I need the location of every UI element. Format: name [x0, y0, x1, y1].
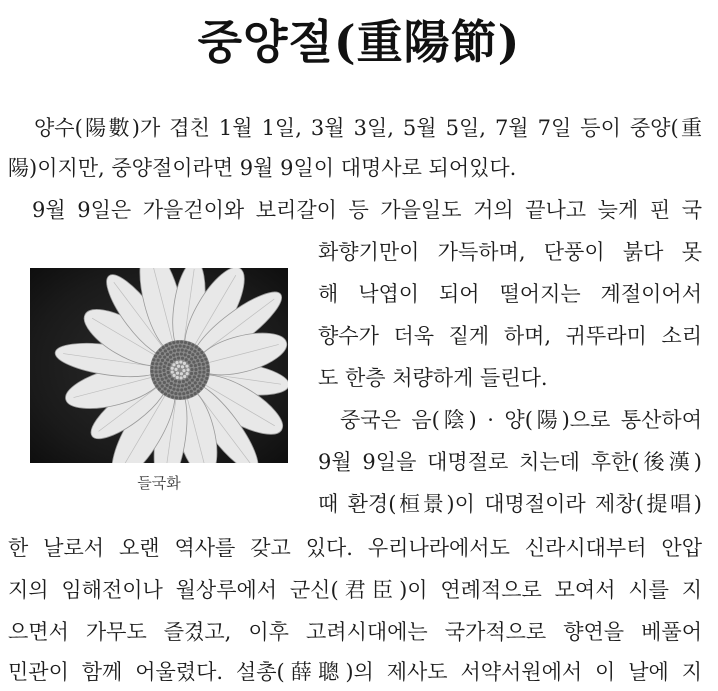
floret-dot — [190, 347, 193, 350]
floret-dot — [163, 356, 166, 359]
floret-dot — [193, 387, 196, 390]
floret-dot — [156, 359, 159, 362]
floret-dot — [202, 354, 205, 357]
floret-dot — [182, 392, 185, 395]
floret-dot — [190, 390, 193, 393]
floret-dot — [161, 385, 164, 388]
floret-dot — [190, 357, 193, 360]
floret-dot — [161, 378, 164, 381]
floret-dot — [161, 359, 164, 362]
floret-dot — [181, 357, 184, 360]
floret-dot — [166, 358, 169, 361]
floret-dot — [193, 375, 196, 378]
floret-dot — [164, 387, 167, 390]
floret-dot — [188, 375, 191, 378]
floret-dot — [186, 372, 189, 375]
floret-dot — [195, 346, 198, 349]
floret-dot — [161, 352, 164, 355]
floret-dot — [180, 388, 183, 391]
text-line: 지의 임해전이나 월상루에서 군신(君臣)이 연례적으로 모여서 시를 지 — [8, 578, 702, 602]
floret-dot — [158, 387, 161, 390]
floret-dot — [188, 342, 191, 345]
floret-dot — [175, 361, 178, 364]
floret-dot — [186, 391, 189, 394]
floret-dot — [174, 380, 177, 383]
floret-dot — [184, 349, 187, 352]
text-line: 민관이 함께 어울렸다. 설총(薛聰)의 제사도 서약서원에서 이 날에 지 — [8, 660, 702, 684]
floret-dot — [196, 352, 199, 355]
floret-dot — [196, 385, 199, 388]
floret-dot — [168, 363, 171, 366]
floret-dot — [205, 361, 208, 364]
floret-dot — [169, 356, 172, 359]
floret-dot — [164, 349, 167, 352]
floret-dot — [190, 372, 193, 375]
floret-dot — [171, 370, 174, 373]
floret-dot — [151, 374, 154, 377]
floret-dot — [177, 356, 180, 359]
floret-dot — [204, 380, 207, 383]
floret-dot — [200, 378, 203, 381]
floret-dot — [202, 363, 205, 366]
floret-dot — [174, 392, 177, 395]
floret-dot — [206, 365, 209, 368]
floret-dot — [177, 365, 180, 368]
daisy-photo — [30, 268, 288, 463]
floret-dot — [164, 361, 167, 364]
floret-dot — [185, 358, 188, 361]
text-line: 양수(陽數)가 겹친 1월 1일, 3월 3일, 5월 5일, 7월 7일 등이 중양(重 — [34, 116, 702, 140]
floret-dot — [182, 369, 185, 372]
floret-dot — [186, 368, 189, 371]
floret-dot — [191, 384, 194, 387]
floret-dot — [182, 380, 185, 383]
floret-dot — [178, 392, 181, 395]
floret-dot — [194, 381, 197, 384]
floret-dot — [205, 377, 208, 380]
floret-dot — [206, 373, 209, 376]
floret-dot — [151, 366, 154, 369]
floret-dot — [198, 363, 201, 366]
floret-dot — [185, 383, 188, 386]
floret-dot — [177, 348, 180, 351]
photo-caption: 들국화 — [137, 474, 181, 492]
floret-dot — [179, 360, 182, 363]
floret-dot — [173, 358, 176, 361]
floret-dot — [190, 364, 193, 367]
floret-dot — [155, 362, 158, 365]
floret-dot — [194, 392, 197, 395]
floret-dot — [181, 384, 184, 387]
floret-dot — [179, 396, 182, 399]
floret-dot — [158, 355, 161, 358]
floret-dot — [181, 349, 184, 352]
text-line: 때 환경(桓景)이 대명절이라 제창(提唱) — [318, 492, 702, 516]
floret-dot — [180, 340, 183, 343]
floret-dot — [183, 375, 186, 378]
floret-dot — [188, 386, 191, 389]
floret-dot — [202, 367, 205, 370]
text-line: 향수가 더욱 짙게 하며, 귀뚜라미 소리 — [318, 324, 702, 348]
floret-dot — [175, 396, 178, 399]
floret-dot — [158, 370, 161, 373]
text-line: 중국은 음(陰) · 양(陽)으로 통산하여 — [340, 408, 702, 432]
floret-dot — [152, 358, 155, 361]
floret-dot — [156, 351, 159, 354]
floret-dot — [164, 392, 167, 395]
floret-dot — [198, 367, 201, 370]
floret-dot — [165, 344, 168, 347]
floret-dot — [176, 372, 179, 375]
floret-dot — [176, 340, 179, 343]
floret-dot — [204, 358, 207, 361]
floret-dot — [172, 387, 175, 390]
floret-dot — [176, 376, 179, 379]
floret-dot — [154, 355, 157, 358]
text-line: 陽)이지만, 중양절이라면 9월 9일이 대명사로 되어있다. — [8, 156, 517, 180]
floret-dot — [196, 359, 199, 362]
floret-dot — [171, 378, 174, 381]
floret-dot — [180, 372, 183, 375]
floret-dot — [193, 350, 196, 353]
floret-dot — [154, 370, 157, 373]
floret-dot — [178, 380, 181, 383]
floret-dot — [198, 348, 201, 351]
floret-dot — [172, 354, 175, 357]
floret-dot — [199, 355, 202, 358]
floret-dot — [183, 396, 186, 399]
floret-dot — [198, 371, 201, 374]
floret-dot — [163, 365, 166, 368]
floret-dot — [198, 382, 201, 385]
floret-dot — [196, 378, 199, 381]
floret-dot — [173, 384, 176, 387]
floret-dot — [183, 362, 186, 365]
floret-dot — [155, 384, 158, 387]
floret-dot — [171, 395, 174, 398]
floret-dot — [158, 381, 161, 384]
floret-dot — [154, 366, 157, 369]
floret-dot — [183, 345, 186, 348]
floret-dot — [151, 362, 154, 365]
floret-dot — [191, 379, 194, 382]
floret-dot — [185, 378, 188, 381]
floret-dot — [171, 346, 174, 349]
floret-dot — [202, 371, 205, 374]
floret-dot — [179, 344, 182, 347]
floret-dot — [170, 382, 173, 385]
text-line: 으면서 가무도 즐겼고, 이후 고려시대에는 국가적으로 향연을 베풀어 — [8, 620, 702, 644]
floret-dot — [199, 387, 202, 390]
floret-dot — [159, 366, 162, 369]
floret-dot — [176, 388, 179, 391]
floret-dot — [166, 353, 169, 356]
floret-dot — [173, 374, 176, 377]
floret-dot — [164, 376, 167, 379]
floret-dot — [176, 353, 179, 356]
floret-dot — [162, 346, 165, 349]
floret-dot — [188, 381, 191, 384]
floret-dot — [202, 384, 205, 387]
floret-dot — [172, 341, 175, 344]
floret-dot — [194, 364, 197, 367]
floret-dot — [200, 351, 203, 354]
floret-dot — [184, 388, 187, 391]
floret-dot — [161, 390, 164, 393]
floret-dot — [163, 373, 166, 376]
floret-dot — [156, 378, 159, 381]
text-line: 해 낙엽이 되어 떨어지는 계절이어서 — [318, 282, 702, 306]
floret-dot — [187, 355, 190, 358]
floret-dot — [166, 367, 169, 370]
floret-dot — [163, 381, 166, 384]
floret-dot — [155, 374, 158, 377]
floret-dot — [179, 376, 182, 379]
floret-dot — [167, 371, 170, 374]
floret-dot — [170, 360, 173, 363]
floret-dot — [159, 362, 162, 365]
floret-dot — [190, 368, 193, 371]
floret-dot — [194, 372, 197, 375]
floret-dot — [167, 379, 170, 382]
floret-dot — [186, 395, 189, 398]
floret-dot — [170, 391, 173, 394]
floret-dot — [159, 349, 162, 352]
floret-dot — [166, 384, 169, 387]
floret-dot — [200, 359, 203, 362]
floret-dot — [186, 346, 189, 349]
floret-dot — [202, 374, 205, 377]
text-line: 화향기만이 가득하며, 단풍이 붉다 못 — [318, 240, 702, 264]
floret-dot — [191, 353, 194, 356]
floret-dot — [177, 384, 180, 387]
floret-dot — [167, 394, 170, 397]
floret-dot — [197, 390, 200, 393]
text-line: 9월 9일을 대명절로 치는데 후한(後漢) — [318, 450, 702, 474]
floret-dot — [181, 365, 184, 368]
floret-dot — [150, 370, 153, 373]
text-line: 한 날로서 오랜 역사를 갖고 있다. 우리나라에서도 신라시대부터 안압 — [8, 536, 702, 560]
floret-dot — [159, 374, 162, 377]
floret-dot — [190, 394, 193, 397]
floret-dot — [168, 342, 171, 345]
floret-dot — [194, 368, 197, 371]
floret-dot — [184, 353, 187, 356]
floret-dot — [184, 341, 187, 344]
floret-dot — [194, 356, 197, 359]
text-line: 도 한층 처량하게 들린다. — [318, 366, 548, 390]
floret-dot — [169, 351, 172, 354]
floret-dot — [180, 352, 183, 355]
floret-dot — [167, 389, 170, 392]
floret-dot — [169, 386, 172, 389]
floret-dot — [197, 374, 200, 377]
floret-dot — [153, 381, 156, 384]
floret-dot — [152, 377, 155, 380]
floret-dot — [188, 361, 191, 364]
floret-dot — [173, 349, 176, 352]
floret-dot — [174, 368, 177, 371]
floret-dot — [168, 375, 171, 378]
flower-image — [30, 268, 288, 463]
text-line: 9월 9일은 가을걷이와 보리갈이 등 가을일도 거의 끝나고 늦게 핀 국 — [32, 198, 702, 222]
floret-dot — [172, 363, 175, 366]
floret-dot — [191, 344, 194, 347]
flower-center — [150, 340, 210, 400]
floret-dot — [206, 369, 209, 372]
floret-dot — [162, 369, 165, 372]
floret-dot — [171, 367, 174, 370]
floret-dot — [185, 365, 188, 368]
floret-dot — [192, 360, 195, 363]
floret-dot — [188, 351, 191, 354]
floret-dot — [175, 345, 178, 348]
page-title: 중양절(重陽節) — [197, 15, 521, 69]
floret-dot — [167, 347, 170, 350]
